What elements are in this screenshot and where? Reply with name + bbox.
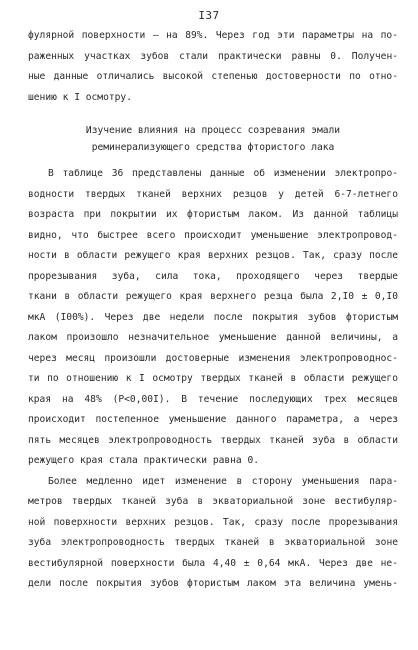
spacer <box>28 108 398 122</box>
text-line: через месяц произошли достоверные изменения электропроводнос- <box>28 352 398 364</box>
text-line: фулярной поверхности – на 89%. Через год эти параметры на по- <box>28 30 398 41</box>
text-line: дели после покрытия зубов фтористым лаком эта величина умень- <box>28 578 398 589</box>
text-line: пять месяцев электропроводность твердых тканей зуба в области <box>28 434 398 446</box>
paragraph-continuation <box>28 26 398 108</box>
text-line: метров твердых тканей зуба в экваториальной зоне вестибуляр- <box>28 496 398 507</box>
text-line: ти по отношению к I осмотру твердых тканей в области режущего <box>28 373 398 384</box>
text-line: водности твердых тканей верхних резцов у детей 6-7-летнего <box>28 188 398 200</box>
text-line: ткани в области режущего края верхнего резца была 2,I0 ± 0,I0 <box>28 291 398 302</box>
heading-line: Изучение влияния на процесс созревания эмали <box>85 125 341 136</box>
spacer <box>28 156 398 164</box>
text-line: возраста при покрытии их фтористым лаком. Из данной таблицы <box>28 209 398 220</box>
page-body <box>28 26 398 595</box>
text-line: происходит постепенное уменьшение данного параметра, а через <box>28 414 398 425</box>
section-heading <box>28 122 398 156</box>
text-line: ные данные отличались высокой степенью достоверности по отно- <box>28 71 398 82</box>
text-line: ной поверхности верхних резцов. Так, сразу после прорезывания <box>28 516 398 528</box>
text-line: зуба электропроводность твердых тканей в экваториальной зоне <box>28 537 398 548</box>
text-line: края на 48% (P<0,00I). В течение последующих трех месяцев <box>28 393 398 405</box>
text-line: режущего края стала практически равна 0. <box>28 455 260 466</box>
text-line: ности в области режущего края верхних резцов. Так, сразу после <box>28 250 398 261</box>
text-line: шению к I осмотру. <box>28 91 132 103</box>
heading-line: реминерализующего средства фтористого лака <box>91 142 335 153</box>
text-line: Более медленно идет изменение в сторону уменьшения пара- <box>48 475 398 487</box>
paragraph-main <box>28 164 398 472</box>
text-line: В таблице 36 представлены данные об изменении электропро- <box>48 168 398 179</box>
text-line: прорезывания зуба, сила тока, проходящего через твердые <box>28 270 398 282</box>
text-line: раженных участках зубов стали практически равны 0. Получен- <box>28 50 398 62</box>
paragraph-bottom <box>28 472 398 595</box>
text-line: вестибулярной поверхности была 4,40 ± 0,64 мкА. Через две не- <box>28 557 398 569</box>
page-number: I37 <box>198 9 220 22</box>
text-line: мкА (I00%). Через две недели после покрытия зубов фтористым <box>28 311 398 323</box>
text-line: лаком произошло незначительное уменьшение данной величины, а <box>28 332 398 343</box>
text-line: видно, что быстрее всего происходит уменьшение электропровод- <box>28 229 398 241</box>
